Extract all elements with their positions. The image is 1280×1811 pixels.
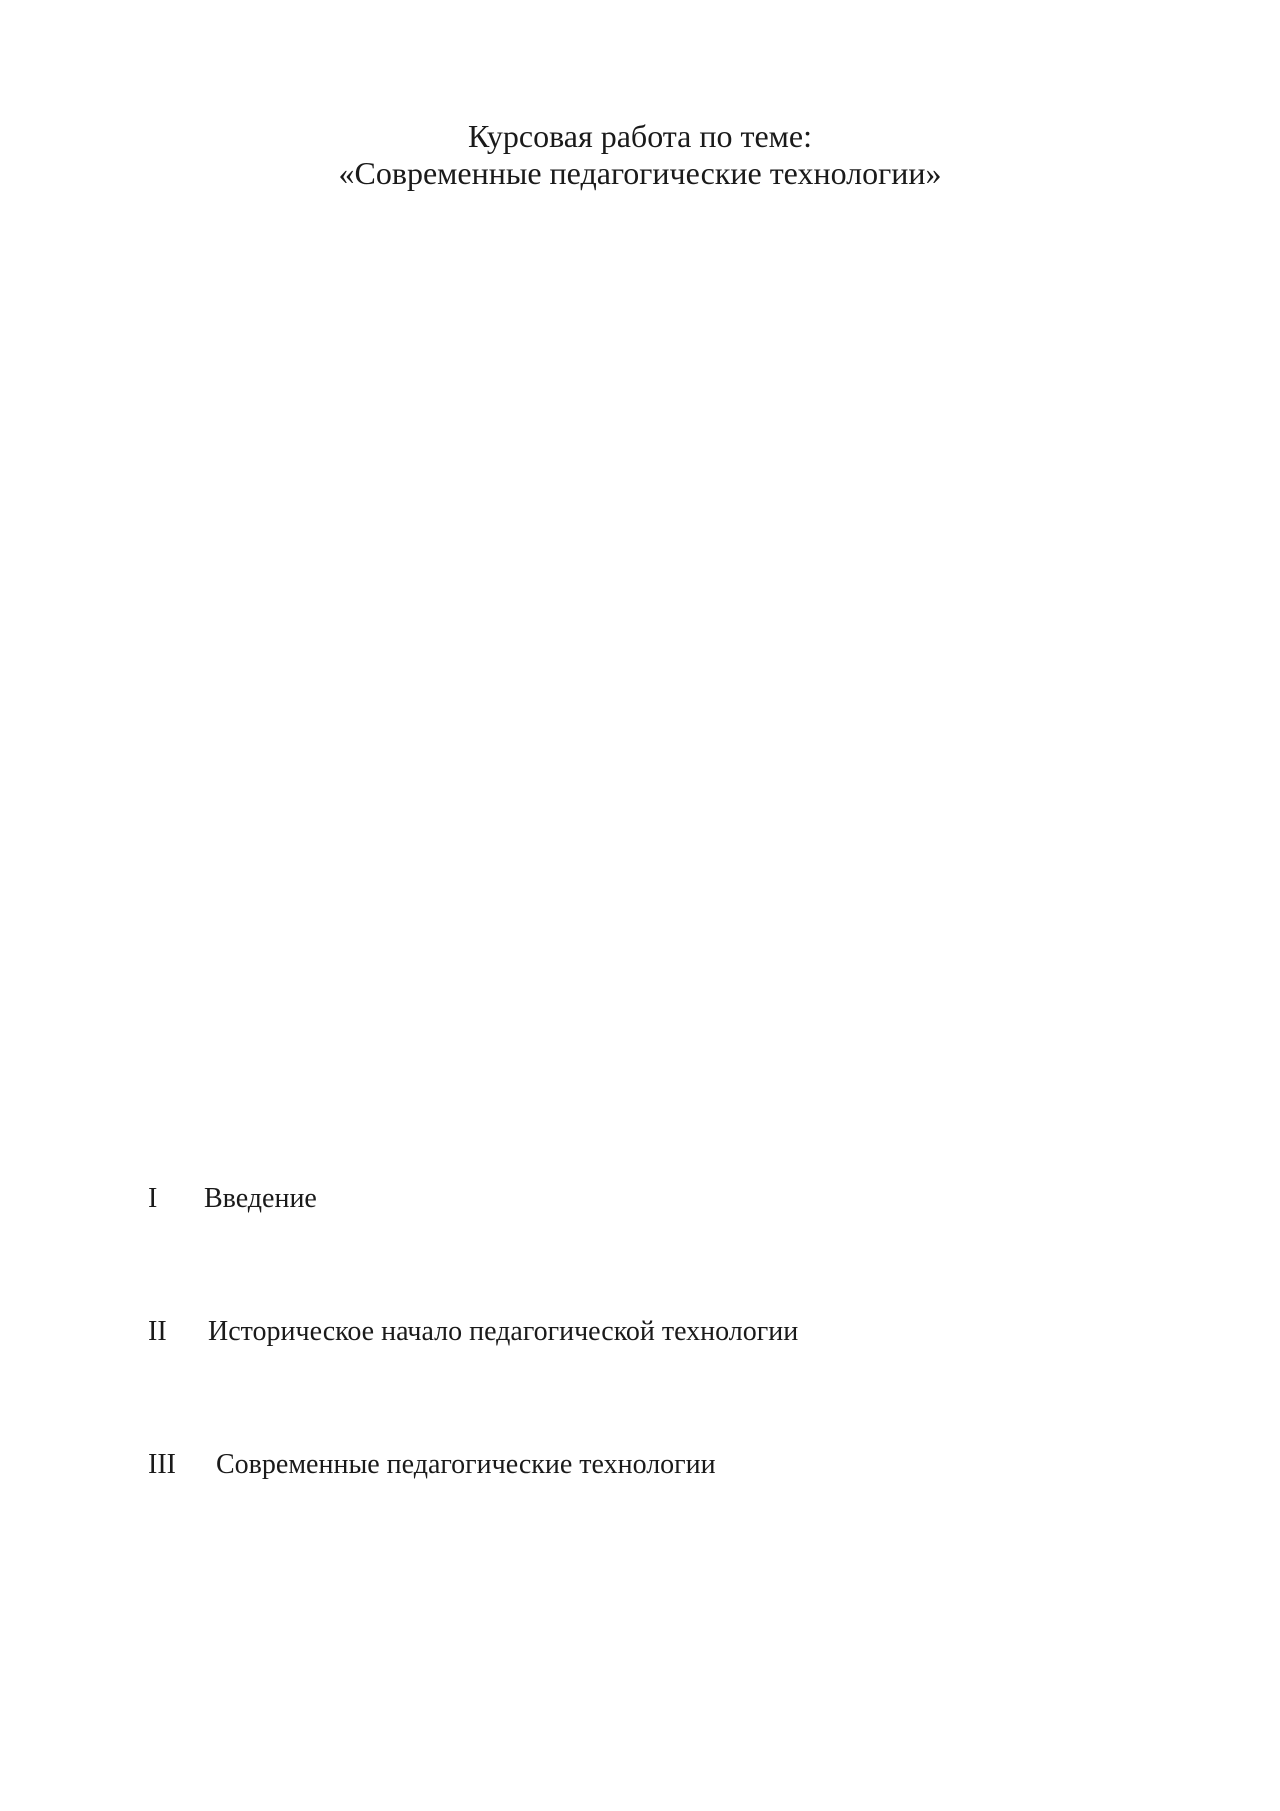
toc-item-label: Современные педагогические технологии: [216, 1449, 716, 1480]
toc-item-history: [148, 1315, 798, 1349]
toc-item-label: Историческое начало педагогической технологии: [208, 1316, 799, 1347]
toc-item-label: Введение: [204, 1183, 317, 1214]
toc-item-number: III: [148, 1449, 176, 1480]
toc-item-number: II: [148, 1316, 167, 1347]
title-line-1: Курсовая работа по теме:: [467, 118, 813, 154]
title-line-2: «Современные педагогические технологии»: [338, 155, 942, 191]
toc-item-introduction: [148, 1182, 317, 1216]
toc-item-modern-technologies: [148, 1448, 716, 1482]
toc-item-number: I: [148, 1183, 158, 1214]
document-title: [0, 118, 1280, 192]
